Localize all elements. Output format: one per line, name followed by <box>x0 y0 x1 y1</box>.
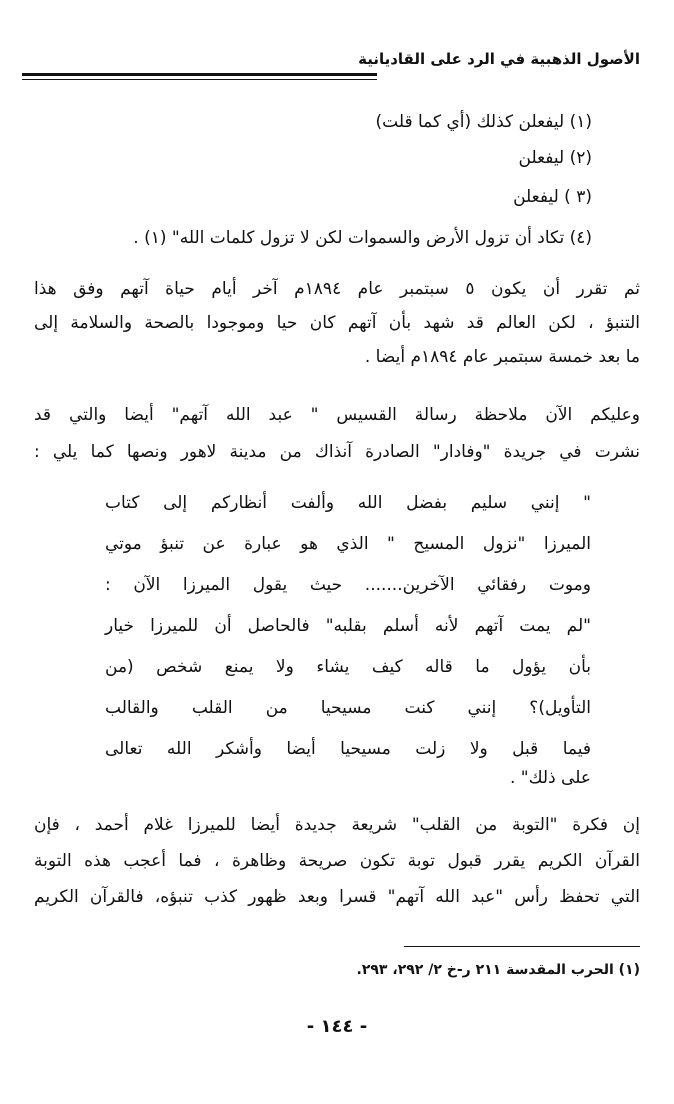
quote-line: وموت رفقائي الآخرين....... حيث يقول الميرزا الآن : <box>105 575 591 595</box>
list-item: (١) ليفعلن كذلك (أي كما قلت) <box>375 112 592 132</box>
quote-line: "لم يمت آتهم لأنه أسلم بقلبه" فالحاصل أن للميرزا خيار <box>105 616 591 636</box>
header-rule-thick <box>22 73 377 76</box>
quote-line: التأويل)؟ إنني كنت مسيحيا من القلب والقالب <box>105 698 591 718</box>
paragraph-line: القرآن الكريم يقرر قبول توبة تكون صريحة وظاهرة ، فما أعجب هذه التوبة <box>34 851 640 871</box>
quote-line: على ذلك" . <box>509 768 591 788</box>
paragraph-line: التنبؤ ، لكن العالم قد شهد بأن آتهم كان حيا وموجودا بالصحة والسلامة إلى <box>34 313 640 333</box>
footnote: (١) الحرب المقدسة ٢١١ ر-خ ٢/ ٢٩٢، ٢٩٣. <box>356 962 640 978</box>
paragraph-line: وعليكم الآن ملاحظة رسالة القسيس " عبد الله آتهم" أيضا والتي قد <box>34 405 640 425</box>
list-item: (٤) تكاد أن تزول الأرض والسموات لكن لا تزول كلمات الله" (١) . <box>133 228 592 248</box>
paragraph-line: نشرت في جريدة "وفادار" الصادرة آنذاك من مدينة لاهور ونصها كما يلي : <box>34 442 640 462</box>
footnote-rule <box>404 946 640 947</box>
paragraph-line: ثم تقرر أن يكون ٥ سبتمبر عام ١٨٩٤م آخر أيام حياة آتهم وفق هذا <box>34 279 640 299</box>
paragraph-line: إن فكرة "التوبة من القلب" شريعة جديدة أيضا للميرزا غلام أحمد ، فإن <box>34 815 640 835</box>
quote-line: بأن يؤول ما قاله كيف يشاء ولا يمنع شخص (من <box>105 657 591 677</box>
header-rule-thin <box>22 79 377 80</box>
quote-line: الميرزا "نزول المسيح " الذي هو عبارة عن تنبؤ موتي <box>105 534 591 554</box>
quote-line: " إنني سليم بفضل الله وألفت أنظاركم إلى كتاب <box>105 493 591 513</box>
paragraph-line: ما بعد خمسة سبتمبر عام ١٨٩٤م أيضا . <box>364 347 640 367</box>
running-header: الأصول الذهبية في الرد على القاديانية <box>358 50 640 68</box>
list-item: (٢) ليفعلن <box>518 148 592 168</box>
page-number: - ١٤٤ - <box>306 1016 368 1037</box>
list-item: (٣ ) ليفعلن <box>513 187 592 207</box>
quote-line: فيما قبل ولا زلت مسيحيا أيضا وأشكر الله تعالى <box>105 739 591 759</box>
paragraph-line: التي تحفظ رأس "عبد الله آتهم" قسرا وبعد ظهور كذب تنبؤه، فالقرآن الكريم <box>34 887 640 907</box>
